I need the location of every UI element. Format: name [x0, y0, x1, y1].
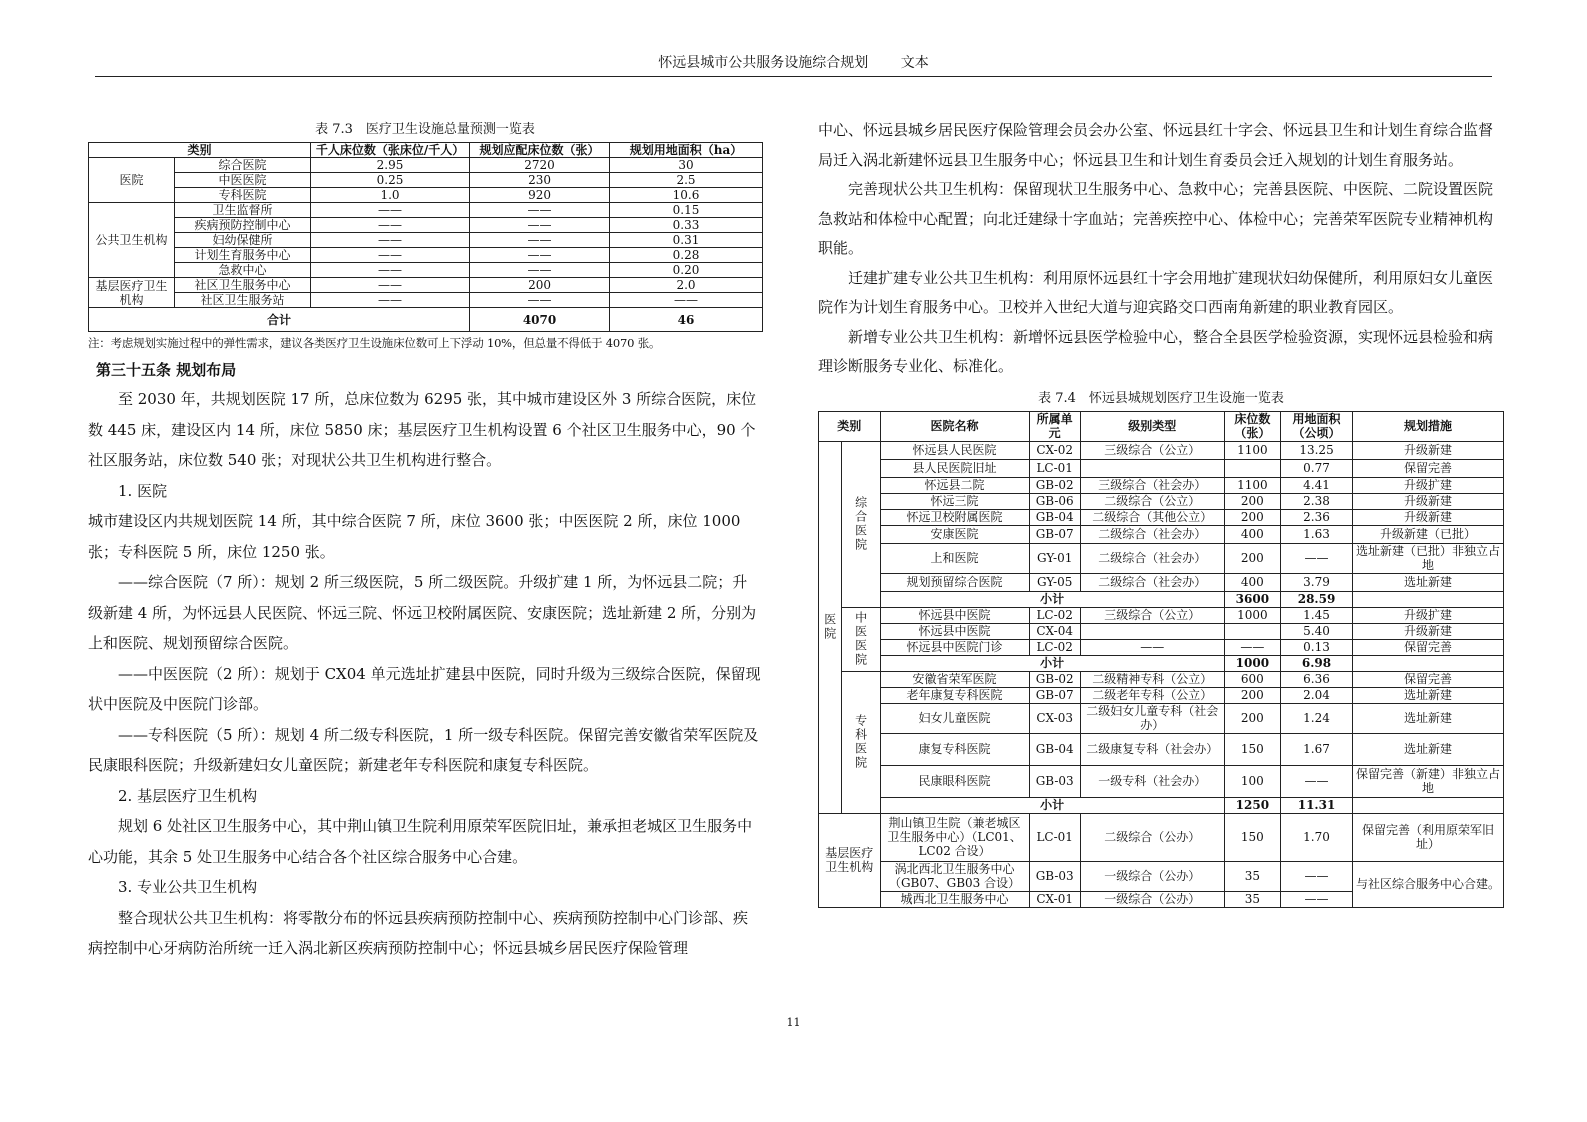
table-row: [819, 573, 1504, 591]
total-label-cell: 合计: [89, 308, 470, 332]
table-cell: 200: [1224, 703, 1280, 733]
group-label-cell: 医院: [89, 158, 175, 203]
table-cell: ——: [311, 263, 470, 278]
table-cell: 保留完善: [1352, 671, 1503, 687]
total-row: [89, 308, 763, 332]
table-cell: 选址新建: [1352, 733, 1503, 765]
table-cell: 荆山镇卫生院（兼老城区卫生服务中心）（LC01、LC02 合设）: [880, 813, 1029, 861]
table-cell: 保留完善: [1352, 459, 1503, 477]
table-cell: 1000: [1224, 655, 1280, 671]
table-cell: GB-07: [1029, 525, 1080, 543]
table-cell: 保留完善（利用原荣军旧址）: [1352, 813, 1503, 861]
table-cell: 疾病预防控制中心: [175, 218, 311, 233]
table-cell: 康复专科医院: [880, 733, 1029, 765]
table-cell: 升级新建: [1352, 493, 1503, 509]
table-row: [89, 293, 763, 308]
table-row: [819, 813, 1504, 861]
table-row: [819, 671, 1504, 687]
table74-header-row: [819, 411, 1504, 441]
subtotal-label-cell: 小计: [880, 797, 1224, 813]
table-cell: 6.36: [1281, 671, 1353, 687]
table-cell: 规划预留综合医院: [880, 573, 1029, 591]
table-cell: ——: [1080, 639, 1224, 655]
table-row: [819, 459, 1504, 477]
group-label-cell: 基层医疗卫生机构: [89, 278, 175, 308]
table-row: [819, 441, 1504, 459]
table-row: [89, 263, 763, 278]
table-cell: GB-02: [1029, 477, 1080, 493]
table-cell: ——: [311, 293, 470, 308]
table-cell: 民康眼科医院: [880, 765, 1029, 797]
table-cell: 升级扩建: [1352, 477, 1503, 493]
table-cell: LC-02: [1029, 639, 1080, 655]
table73-header-row: [89, 143, 763, 158]
left-column: [88, 118, 762, 964]
table-cell: 选址新建: [1352, 573, 1503, 591]
table-row: [89, 278, 763, 293]
table-cell: 0.20: [610, 263, 763, 278]
table-cell: 230: [470, 173, 610, 188]
paragraph: ——专科医院（5 所）：规划 4 所二级专科医院，1 所一级专科医院。保留完善安徽省荣军医院及民康眼科医院；升级新建妇女儿童医院；新建老年专科医院和康复专科医院。: [88, 725, 759, 774]
table-cell: 4.41: [1281, 477, 1353, 493]
table-cell: 急救中心: [175, 263, 311, 278]
page-number: 11: [786, 1016, 801, 1029]
table-cell: 怀远卫校附属医院: [880, 509, 1029, 525]
table74-header-cell: 规划措施: [1352, 411, 1503, 441]
table-cell: 2720: [470, 158, 610, 173]
table73-header-cell: 规划用地面积（ha）: [610, 143, 763, 158]
table-cell: [1352, 591, 1503, 607]
table-cell: 升级新建: [1352, 623, 1503, 639]
table-cell: 600: [1224, 671, 1280, 687]
table74-header-cell: 床位数（张）: [1224, 411, 1280, 441]
table-cell: GB-07: [1029, 687, 1080, 703]
table-cell: 县人民医院旧址: [880, 459, 1029, 477]
table-cell: GB-02: [1029, 671, 1080, 687]
table-cell: CX-04: [1029, 623, 1080, 639]
table-cell: 400: [1224, 525, 1280, 543]
table-cell: 35: [1224, 891, 1280, 907]
subcategory-cell: 中医医院: [841, 607, 880, 671]
table-row: [89, 203, 763, 218]
paragraph: 城市建设区内共规划医院 14 所，其中综合医院 7 所，床位 3600 张；中医医院 2 所，床位 1000 张；专科医院 5 所，床位 1250 张。: [88, 512, 741, 561]
table-cell: 保留完善（新建）非独立占地: [1352, 765, 1503, 797]
table-row: [89, 218, 763, 233]
table-cell: 0.77: [1281, 459, 1353, 477]
table-row: [89, 248, 763, 263]
table-cell: 1100: [1224, 441, 1280, 459]
table-cell: ——: [1281, 765, 1353, 797]
table73-header-cell: 规划应配床位数（张）: [470, 143, 610, 158]
table-cell: 上和医院: [880, 543, 1029, 573]
table74-header-cell: 级别类型: [1080, 411, 1224, 441]
table-cell: GB-04: [1029, 509, 1080, 525]
table-cell: 妇女儿童医院: [880, 703, 1029, 733]
table-cell: 3600: [1224, 591, 1280, 607]
table-cell: 13.25: [1281, 441, 1353, 459]
table-row: [819, 861, 1504, 891]
table-cell: 二级老年专科（公立）: [1080, 687, 1224, 703]
table-cell: 1100: [1224, 477, 1280, 493]
table-cell: 二级妇女儿童专科（社会办）: [1080, 703, 1224, 733]
paragraph: ——中医医院（2 所）：规划于 CX04 单元选址扩建县中医院，同时升级为三级综合医院，保留现状中医院及中医院门诊部。: [88, 664, 761, 713]
table74: [818, 411, 1504, 908]
table-row: [819, 509, 1504, 525]
table-cell: 200: [1224, 493, 1280, 509]
table-cell: 二级综合（社会办）: [1080, 525, 1224, 543]
table-cell: ——: [1224, 639, 1280, 655]
table-cell: LC-02: [1029, 607, 1080, 623]
subcategory-cell: 专科医院: [841, 671, 880, 813]
table-cell: ——: [311, 248, 470, 263]
table-cell: 一级综合（公办）: [1080, 891, 1224, 907]
paragraph: 新增专业公共卫生机构：新增怀远县医学检验中心，整合全县医学检验资源，实现怀远县检验和病理诊断服务专业化、标准化。: [818, 327, 1494, 375]
table-cell: 二级综合（其他公立）: [1080, 509, 1224, 525]
table-cell: ——: [311, 278, 470, 293]
table74-header-cell: 用地面积（公顷）: [1281, 411, 1353, 441]
table-cell: 怀远县二院: [880, 477, 1029, 493]
table-cell: LC-01: [1029, 459, 1080, 477]
table-cell: 46: [610, 308, 763, 332]
table-cell: 200: [470, 278, 610, 293]
table-cell: 4070: [470, 308, 610, 332]
table-row: [819, 687, 1504, 703]
table-cell: ——: [470, 218, 610, 233]
table-cell: 二级综合（社会办）: [1080, 573, 1224, 591]
table-cell: ——: [1281, 891, 1353, 907]
paragraph: 规划 6 处社区卫生服务中心，其中荆山镇卫生院利用原荣军医院旧址，兼承担老城区卫生服务中心功能，其余 5 处卫生服务中心结合各个社区综合服务中心合建。: [88, 817, 753, 866]
table-cell: 怀远县人民医院: [880, 441, 1029, 459]
table-cell: 0.28: [610, 248, 763, 263]
table-cell: 0.15: [610, 203, 763, 218]
table-cell: 30: [610, 158, 763, 173]
table-row: [819, 607, 1504, 623]
table74-header-cell: 医院名称: [880, 411, 1029, 441]
table-cell: 28.59: [1281, 591, 1353, 607]
table-cell: 2.0: [610, 278, 763, 293]
table-cell: [1352, 655, 1503, 671]
section-heading: 3. 专业公共卫生机构: [118, 878, 258, 896]
table-cell: 1.63: [1281, 525, 1353, 543]
table-cell: 1250: [1224, 797, 1280, 813]
table-cell: 专科医院: [175, 188, 311, 203]
table-cell: 3.79: [1281, 573, 1353, 591]
table-cell: GB-04: [1029, 733, 1080, 765]
table-cell: 150: [1224, 733, 1280, 765]
table-cell: 升级新建: [1352, 509, 1503, 525]
section-heading: 2. 基层医疗卫生机构: [118, 786, 258, 805]
category-cell: 基层医疗卫生机构: [819, 813, 881, 907]
table-cell: CX-03: [1029, 703, 1080, 733]
paragraph: 完善现状公共卫生机构：保留现状卫生服务中心、急救中心；完善县医院、中医院、二院设置医院急救站和体检中心配置；向北迁建绿十字血站；完善疾控中心、体检中心；完善荣军医院专业精神机构职能。: [818, 180, 1494, 257]
table-cell: 妇幼保健所: [175, 233, 311, 248]
table-cell: 1000: [1224, 607, 1280, 623]
table-cell: GY-05: [1029, 573, 1080, 591]
table-cell: GB-03: [1029, 861, 1080, 891]
table73: [88, 142, 763, 332]
table-cell: 计划生育服务中心: [175, 248, 311, 263]
table-row: [89, 233, 763, 248]
category-cell: 医院: [819, 441, 842, 813]
table-cell: 二级综合（公立）: [1080, 493, 1224, 509]
table-cell: 5.40: [1281, 623, 1353, 639]
table74-header-cell: 类别: [819, 411, 881, 441]
table-cell: 城西北卫生服务中心: [880, 891, 1029, 907]
table-cell: [1352, 797, 1503, 813]
subtotal-row: [819, 655, 1504, 671]
table-cell: 0.33: [610, 218, 763, 233]
table-row: [819, 703, 1504, 733]
table74-header-cell: 所属单元: [1029, 411, 1080, 441]
table-cell: 三级综合（公立）: [1080, 441, 1224, 459]
table-cell: ——: [1281, 543, 1353, 573]
paragraph: 迁建扩建专业公共卫生机构：利用原怀远县红十字会用地扩建现状妇幼保健所，利用原妇女儿童医院作为计划生育服务中心。卫校并入世纪大道与迎宾路交口西南角新建的职业教育园区。: [818, 268, 1494, 316]
table-cell: 二级精神专科（公立）: [1080, 671, 1224, 687]
table73-note: 注：考虑规划实施过程中的弹性需求，建议各类医疗卫生设施床位数可上下浮动 10%，但总量不得低于 4070 张。: [88, 336, 661, 350]
table-cell: ——: [470, 203, 610, 218]
table-cell: 升级扩建: [1352, 607, 1503, 623]
table-cell: 卫生监督所: [175, 203, 311, 218]
table-row: [819, 525, 1504, 543]
table-cell: GB-03: [1029, 765, 1080, 797]
table-cell: 6.98: [1281, 655, 1353, 671]
table-cell: 选址新建: [1352, 687, 1503, 703]
table-cell: LC-01: [1029, 813, 1080, 861]
table-row: [89, 188, 763, 203]
table73-header-cell: 类别: [89, 143, 311, 158]
table-cell: 0.13: [1281, 639, 1353, 655]
table-cell: 社区卫生服务站: [175, 293, 311, 308]
table-cell: ——: [311, 203, 470, 218]
table-cell: 三级综合（公立）: [1080, 607, 1224, 623]
table-cell: 选址新建: [1352, 703, 1503, 733]
table-cell: 0.25: [311, 173, 470, 188]
table-cell: ——: [311, 233, 470, 248]
table-cell: GY-01: [1029, 543, 1080, 573]
table73-caption: 表 7.3 医疗卫生设施总量预测一览表: [315, 122, 535, 137]
right-column: [818, 116, 1504, 908]
table-row: [819, 765, 1504, 797]
article-title: 第三十五条 规划布局: [96, 361, 237, 379]
table-cell: ——: [311, 218, 470, 233]
table-cell: CX-01: [1029, 891, 1080, 907]
table-cell: ——: [470, 248, 610, 263]
subtotal-row: [819, 797, 1504, 813]
page-header: [95, 52, 1492, 77]
table-cell: 2.95: [311, 158, 470, 173]
table-cell: GB-06: [1029, 493, 1080, 509]
table-cell: 涡北西北卫生服务中心（GB07、GB03 合设）: [880, 861, 1029, 891]
table-cell: 100: [1224, 765, 1280, 797]
paragraph: 整合现状公共卫生机构：将零散分布的怀远县疾病预防控制中心、疾病预防控制中心门诊部、疾病控制中心牙病防治所统一迁入涡北新区疾病预防控制中心；怀远县城乡居民医疗保险管理: [88, 908, 749, 957]
table-cell: 0.31: [610, 233, 763, 248]
table-cell: 二级综合（公办）: [1080, 813, 1224, 861]
table-cell: 与社区综合服务中心合建。: [1352, 861, 1503, 907]
subcategory-cell: 综合医院: [841, 441, 880, 607]
table-row: [819, 623, 1504, 639]
table-cell: 选址新建（已批）非独立占地: [1352, 543, 1503, 573]
table-cell: [1080, 459, 1224, 477]
subtotal-label-cell: 小计: [880, 655, 1224, 671]
document-title: 怀远县城市公共服务设施综合规划: [658, 55, 869, 71]
table-cell: 11.31: [1281, 797, 1353, 813]
table-cell: 2.36: [1281, 509, 1353, 525]
table-cell: 中医医院: [175, 173, 311, 188]
table-cell: [1080, 623, 1224, 639]
table-row: [819, 639, 1504, 655]
table-row: [819, 477, 1504, 493]
paragraph: ——综合医院（7 所）：规划 2 所三级医院，5 所二级医院。升级扩建 1 所，为怀远县二院；升级新建 4 所，为怀远县人民医院、怀远三院、怀远卫校附属医院、安康医院；选址新建 2 所，分别为上和医院、规划预留综合医院。: [88, 573, 757, 652]
table-cell: 2.04: [1281, 687, 1353, 703]
table-cell: 1.45: [1281, 607, 1353, 623]
table-cell: 1.70: [1281, 813, 1353, 861]
table73-header-cell: 千人床位数（张床位/千人）: [311, 143, 470, 158]
table-cell: ——: [1281, 861, 1353, 891]
table-cell: 升级新建（已批）: [1352, 525, 1503, 543]
table-cell: 二级综合（社会办）: [1080, 543, 1224, 573]
table-cell: 一级综合（公办）: [1080, 861, 1224, 891]
table-cell: 综合医院: [175, 158, 311, 173]
table-cell: 1.0: [311, 188, 470, 203]
table-cell: 怀远三院: [880, 493, 1029, 509]
table74-caption: 表 7.4 怀远县城规划医疗卫生设施一览表: [1038, 390, 1284, 406]
table-cell: 怀远县中医院: [880, 607, 1029, 623]
table-cell: 400: [1224, 573, 1280, 591]
table-cell: 920: [470, 188, 610, 203]
subtotal-label-cell: 小计: [880, 591, 1224, 607]
table-row: [89, 173, 763, 188]
table-row: [819, 543, 1504, 573]
table-cell: 怀远县中医院: [880, 623, 1029, 639]
table-cell: 社区卫生服务中心: [175, 278, 311, 293]
table-cell: 怀远县中医院门诊: [880, 639, 1029, 655]
table-cell: ——: [610, 293, 763, 308]
table-cell: 200: [1224, 687, 1280, 703]
table-cell: CX-02: [1029, 441, 1080, 459]
table-cell: 安康医院: [880, 525, 1029, 543]
subtotal-row: [819, 591, 1504, 607]
table-cell: 老年康复专科医院: [880, 687, 1029, 703]
table-cell: 保留完善: [1352, 639, 1503, 655]
table-cell: [1224, 623, 1280, 639]
table-cell: 10.6: [610, 188, 763, 203]
table-cell: 1.24: [1281, 703, 1353, 733]
table-cell: 一级专科（社会办）: [1080, 765, 1224, 797]
document-subtitle: 文本: [900, 55, 929, 71]
table-row: [819, 733, 1504, 765]
table-cell: 200: [1224, 543, 1280, 573]
table-cell: 150: [1224, 813, 1280, 861]
table-cell: ——: [470, 263, 610, 278]
paragraph: 中心、怀远县城乡居民医疗保险管理会员会办公室、怀远县红十字会、怀远县卫生和计划生育综合监督局迁入涡北新建怀远县卫生服务中心；怀远县卫生和计划生育委员会迁入规划的计划生育服务站。: [818, 121, 1494, 169]
table-cell: [1224, 459, 1280, 477]
table-cell: ——: [470, 293, 610, 308]
table-row: [89, 158, 763, 173]
table-cell: 2.38: [1281, 493, 1353, 509]
table-cell: 2.5: [610, 173, 763, 188]
table-cell: 升级新建: [1352, 441, 1503, 459]
table-row: [819, 493, 1504, 509]
table-cell: 二级康复专科（社会办）: [1080, 733, 1224, 765]
table-cell: ——: [470, 233, 610, 248]
table-cell: 1.67: [1281, 733, 1353, 765]
table-cell: 200: [1224, 509, 1280, 525]
section-heading: 1. 医院: [118, 481, 168, 500]
table-cell: 安徽省荣军医院: [880, 671, 1029, 687]
paragraph: 至 2030 年，共规划医院 17 所，总床位数为 6295 张，其中城市建设区外 3 所综合医院，床位数 445 床，建设区内 14 所，床位 5850 床；基层医疗卫生机构设置 6 个社区卫生服务中心，90 个社区服务站，床位数 540 张；对现状公共卫生机构进行整合。: [88, 390, 757, 469]
table-cell: 三级综合（社会办）: [1080, 477, 1224, 493]
table-cell: 35: [1224, 861, 1280, 891]
group-label-cell: 公共卫生机构: [89, 203, 175, 278]
